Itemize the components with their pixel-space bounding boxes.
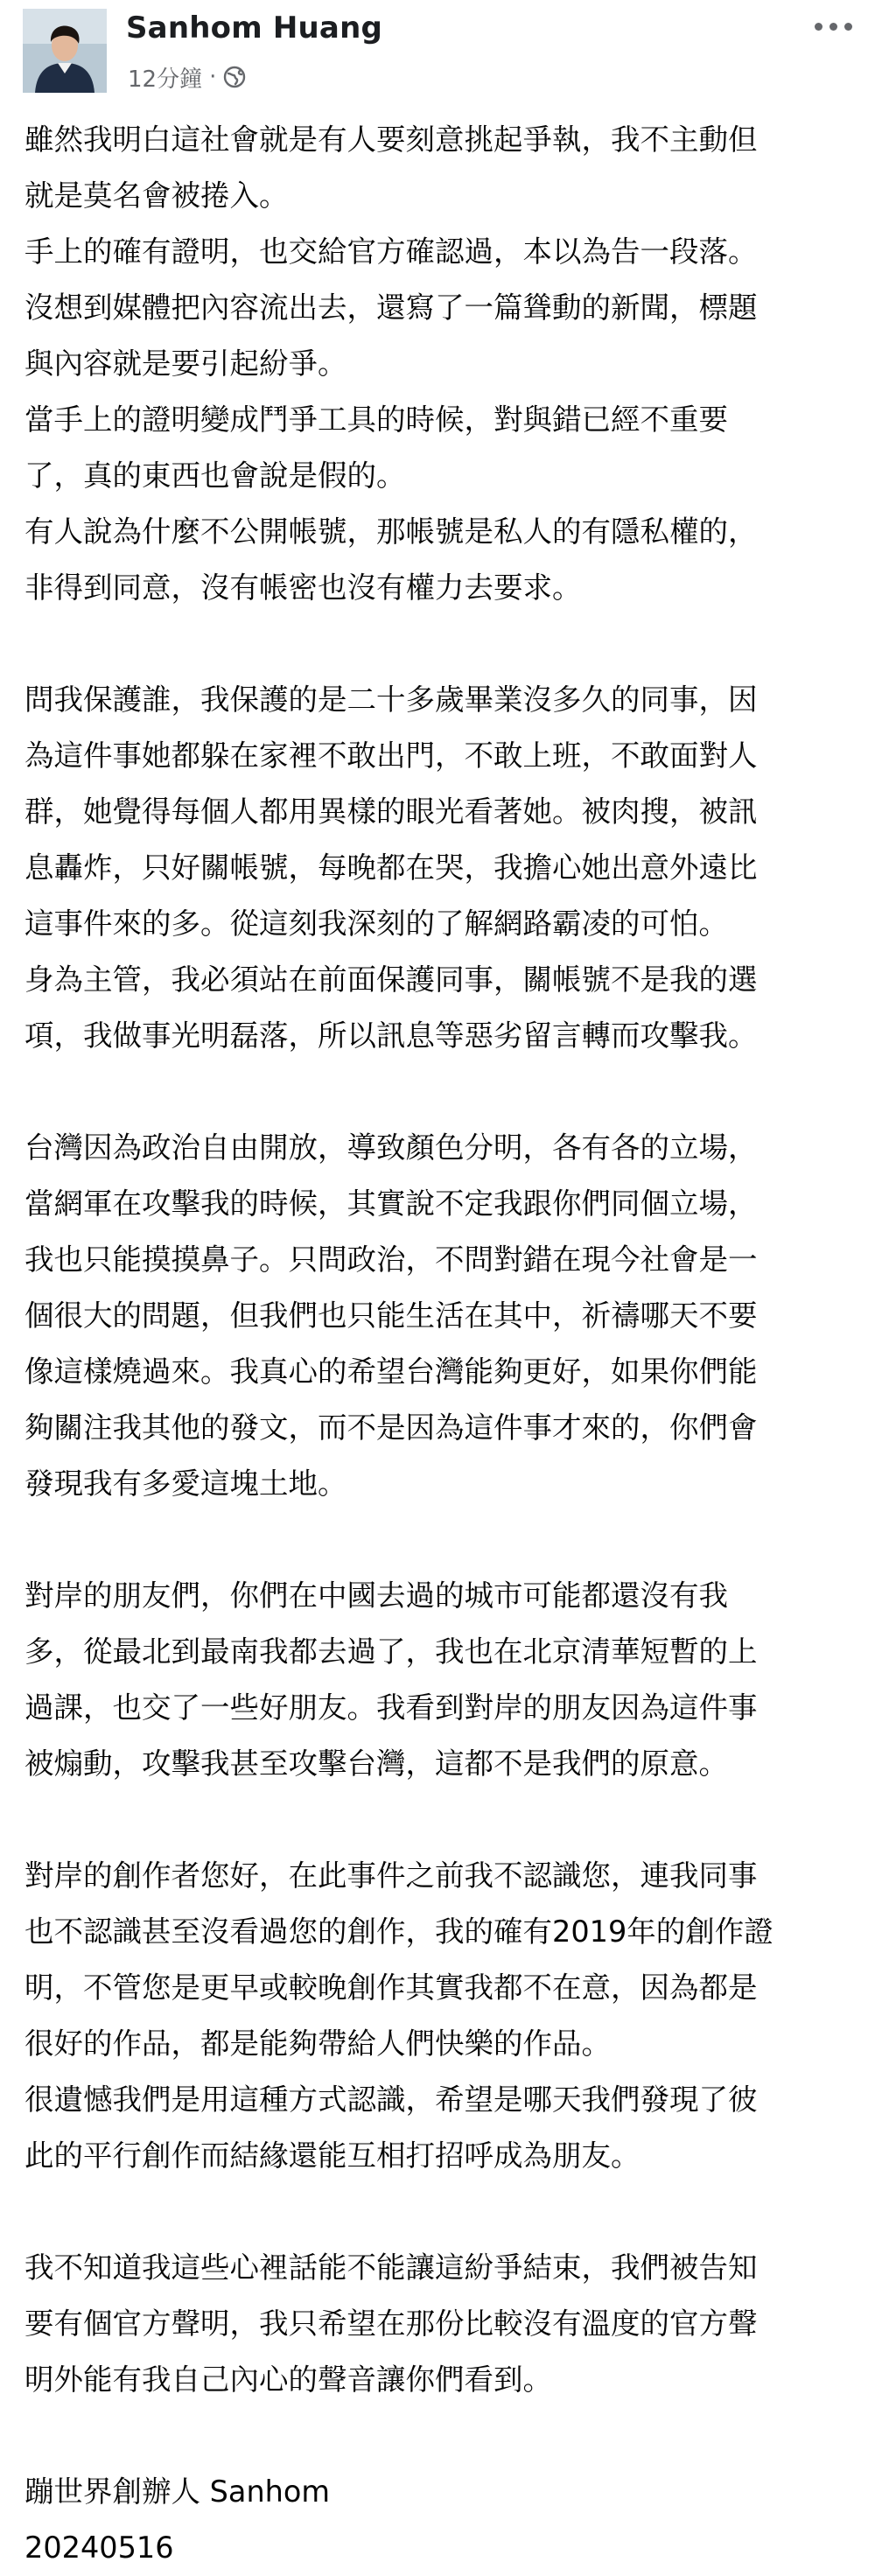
globe-icon[interactable] — [223, 66, 246, 88]
post-text-line: 蹦世界創辦人 Sanhom — [24, 2474, 331, 2509]
post-text-line: 夠關注我其他的發文，而不是因為這件事才來的，你們會 — [24, 1410, 758, 1445]
post-body — [24, 112, 863, 2576]
post-text-line: 被煽動，攻擊我甚至攻擊台灣，這都不是我們的原意。 — [24, 1746, 728, 1781]
post-text-line: 對岸的創作者您好，在此事件之前我不認識您，連我同事 — [24, 1858, 758, 1893]
post-text-line: 項，我做事光明磊落，所以訊息等惡劣留言轉而攻擊我。 — [24, 1018, 758, 1053]
meta-separator: · — [209, 64, 217, 90]
avatar[interactable] — [23, 9, 107, 93]
post-text-line: 沒想到媒體把內容流出去，還寫了一篇聳動的新聞，標題 — [24, 290, 758, 325]
post-header — [0, 0, 875, 105]
post-text-line: 20240516 — [24, 2530, 174, 2565]
post-text-line: 為這件事她都躲在家裡不敢出門，不敢上班，不敢面對人 — [24, 738, 758, 773]
post-paragraph — [24, 672, 863, 1064]
post-text-line: 我不知道我這些心裡話能不能讓這紛爭結束，我們被告知 — [24, 2250, 758, 2285]
post-text-line: 像這樣燒過來。我真心的希望台灣能夠更好，如果你們能 — [24, 1354, 758, 1389]
more-options-icon[interactable] — [807, 7, 859, 46]
post-meta — [128, 61, 246, 93]
more-dot — [844, 23, 852, 31]
post-text-line: 息轟炸，只好關帳號，每晚都在哭，我擔心她出意外遠比 — [24, 850, 758, 885]
post-text-line: 明外能有我自己內心的聲音讓你們看到。 — [24, 2362, 552, 2397]
post-text-line: 很好的作品，都是能夠帶給人們快樂的作品。 — [24, 2026, 611, 2061]
post-text-line: 手上的確有證明，也交給官方確認過，本以為告一段落。 — [24, 234, 758, 269]
post-paragraph — [24, 2240, 863, 2408]
post-text-line: 非得到同意，沒有帳密也沒有權力去要求。 — [24, 570, 582, 605]
post-paragraph — [24, 112, 863, 616]
post-text-line: 群，她覺得每個人都用異樣的眼光看著她。被肉搜，被訊 — [24, 794, 758, 829]
post-text-line: 雖然我明白這社會就是有人要刻意挑起爭執，我不主動但 — [24, 122, 758, 157]
post-paragraph — [24, 2464, 863, 2576]
post-timestamp[interactable]: 12分鐘 — [128, 66, 203, 93]
post-text-line: 台灣因為政治自由開放，導致顏色分明，各有各的立場， — [24, 1130, 758, 1165]
post-text-line: 很遺憾我們是用這種方式認識，希望是哪天我們發現了彼 — [24, 2082, 758, 2117]
post-text-line: 多，從最北到最南我都去過了，我也在北京清華短暫的上 — [24, 1634, 758, 1669]
post-text-line: 過課，也交了一些好朋友。我看到對岸的朋友因為這件事 — [24, 1690, 758, 1725]
more-dot — [830, 23, 837, 31]
post-paragraph — [24, 1120, 863, 1512]
post-text-line: 與內容就是要引起紛爭。 — [24, 346, 347, 381]
post-text-line: 就是莫名會被捲入。 — [24, 178, 289, 213]
post-text-line: 這事件來的多。從這刻我深刻的了解網路霸凌的可怕。 — [24, 906, 728, 941]
post-text-line: 要有個官方聲明，我只希望在那份比較沒有溫度的官方聲 — [24, 2306, 758, 2341]
post-paragraph — [24, 1848, 863, 2184]
post-text-line: 也不認識甚至沒看過您的創作，我的確有2019年的創作證 — [24, 1914, 774, 1949]
post-text-line: 身為主管，我必須站在前面保護同事，關帳號不是我的選 — [24, 962, 758, 997]
post-paragraph — [24, 1568, 863, 1792]
post-text-line: 我也只能摸摸鼻子。只問政治，不問對錯在現今社會是一 — [24, 1242, 758, 1277]
post-text-line: 個很大的問題，但我們也只能生活在其中，祈禱哪天不要 — [24, 1298, 758, 1333]
post-text-line: 有人說為什麼不公開帳號，那帳號是私人的有隱私權的， — [24, 514, 758, 549]
post-text-line: 了，真的東西也會說是假的。 — [24, 458, 406, 493]
post-text-line: 當網軍在攻擊我的時候，其實說不定我跟你們同個立場， — [24, 1186, 758, 1221]
more-dot — [815, 23, 822, 31]
post-text-line: 明，不管您是更早或較晚創作其實我都不在意，因為都是 — [24, 1970, 758, 2005]
post-text-line: 當手上的證明變成鬥爭工具的時候，對與錯已經不重要 — [24, 402, 728, 437]
post-text-line: 發現我有多愛這塊土地。 — [24, 1466, 347, 1501]
post-text-line: 對岸的朋友們，你們在中國去過的城市可能都還沒有我 — [24, 1578, 728, 1613]
avatar-photo — [23, 9, 107, 93]
author-name[interactable]: Sanhom Huang — [126, 10, 383, 46]
post-text-line: 此的平行創作而結緣還能互相打招呼成為朋友。 — [24, 2138, 640, 2173]
post-text-line: 問我保護誰，我保護的是二十多歲畢業沒多久的同事，因 — [24, 682, 758, 717]
